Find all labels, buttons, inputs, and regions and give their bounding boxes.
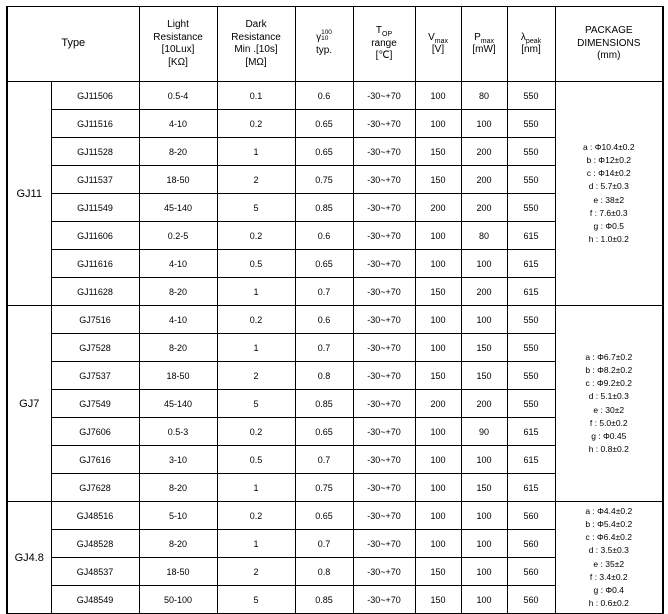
header-gamma-note: typ.	[315, 44, 333, 56]
light-resistance-value: 3-10	[139, 446, 217, 474]
pmax-value: 200	[461, 390, 507, 418]
dimension-g: g : Φ0.5	[593, 220, 624, 231]
lambda-peak-value: 550	[507, 194, 555, 222]
header-lambda-peak	[507, 7, 555, 82]
lambda-peak-value: 550	[507, 166, 555, 194]
vmax-value: 100	[415, 334, 461, 362]
gamma-value: 0.7	[295, 446, 353, 474]
vmax-value: 100	[415, 530, 461, 558]
header-package-line2: DIMENSIONS	[577, 37, 641, 49]
header-lambda-sub: peak	[525, 37, 542, 45]
dimension-a: a : Φ6.7±0.2	[585, 351, 633, 362]
light-resistance-value: 4-10	[139, 306, 217, 334]
header-light-line4: [KΩ]	[168, 56, 188, 68]
light-resistance-value: 0.2-5	[139, 222, 217, 250]
header-gamma-sub: 10	[321, 35, 329, 43]
vmax-value: 150	[415, 278, 461, 306]
dark-resistance-value: 0.2	[217, 502, 295, 530]
lambda-peak-value: 560	[507, 502, 555, 530]
light-resistance-value: 18-50	[139, 558, 217, 586]
vmax-value: 150	[415, 586, 461, 614]
header-gamma-symbol: γ	[316, 32, 322, 44]
header-pmax-sub: max	[480, 37, 494, 45]
dark-resistance-value: 1	[217, 278, 295, 306]
top-range-value: -30~+70	[353, 334, 415, 362]
dimension-h: h : 1.0±0.2	[588, 234, 629, 245]
light-resistance-value: 0.5-3	[139, 418, 217, 446]
top-range-value: -30~+70	[353, 194, 415, 222]
vmax-value: 100	[415, 82, 461, 110]
part-number: GJ7606	[51, 418, 139, 446]
dark-resistance-value: 0.2	[217, 222, 295, 250]
vmax-value: 100	[415, 474, 461, 502]
top-range-value: -30~+70	[353, 446, 415, 474]
part-number: GJ7516	[51, 306, 139, 334]
header-gamma-sup: 100	[321, 28, 332, 36]
header-pmax-line1	[462, 32, 507, 45]
gamma-value: 0.85	[295, 194, 353, 222]
dimension-c: c : Φ14±0.2	[586, 168, 631, 179]
header-vmax	[415, 7, 461, 82]
part-number: GJ11549	[51, 194, 139, 222]
dimension-f: f : 7.6±0.3	[589, 207, 628, 218]
header-dark-line2: Resistance	[231, 31, 281, 43]
part-number: GJ7549	[51, 390, 139, 418]
top-range-value: -30~+70	[353, 166, 415, 194]
lambda-peak-value: 560	[507, 558, 555, 586]
lambda-peak-value: 550	[507, 82, 555, 110]
dimension-f: f : 3.4±0.2	[589, 571, 628, 582]
lambda-peak-value: 560	[507, 586, 555, 614]
pmax-value: 100	[461, 446, 507, 474]
gamma-value: 0.8	[295, 558, 353, 586]
top-range-value: -30~+70	[353, 306, 415, 334]
lambda-peak-value: 560	[507, 530, 555, 558]
light-resistance-value: 5-10	[139, 502, 217, 530]
header-gamma-line1	[296, 28, 353, 45]
header-vmax-unit: [V]	[431, 44, 445, 55]
top-range-value: -30~+70	[353, 530, 415, 558]
part-number: GJ11537	[51, 166, 139, 194]
light-resistance-value: 0.5-4	[139, 82, 217, 110]
header-vmax-sub: max	[434, 37, 448, 45]
gamma-value: 0.65	[295, 502, 353, 530]
header-gamma	[295, 7, 353, 82]
lambda-peak-value: 550	[507, 334, 555, 362]
table-row	[7, 306, 663, 334]
dimension-b: b : Φ5.4±0.2	[585, 518, 633, 529]
dark-resistance-value: 2	[217, 558, 295, 586]
package-dimensions-gj48	[555, 502, 663, 614]
pmax-value: 80	[461, 222, 507, 250]
part-number: GJ48528	[51, 530, 139, 558]
dimension-b: b : Φ8.2±0.2	[585, 364, 633, 375]
lambda-peak-value: 550	[507, 362, 555, 390]
dimension-c: c : Φ6.4±0.2	[585, 532, 632, 543]
gamma-value: 0.75	[295, 474, 353, 502]
dimension-d: d : 5.1±0.3	[588, 391, 629, 402]
dark-resistance-value: 0.2	[217, 110, 295, 138]
part-number: GJ48516	[51, 502, 139, 530]
dark-resistance-value: 1	[217, 138, 295, 166]
dimension-g: g : Φ0.45	[591, 430, 627, 441]
top-range-value: -30~+70	[353, 586, 415, 614]
header-top-range	[353, 7, 415, 82]
pmax-value: 150	[461, 474, 507, 502]
part-number: GJ11616	[51, 250, 139, 278]
light-resistance-value: 8-20	[139, 530, 217, 558]
dark-resistance-value: 1	[217, 530, 295, 558]
dimension-d: d : 5.7±0.3	[588, 181, 629, 192]
light-resistance-value: 8-20	[139, 138, 217, 166]
dark-resistance-value: 0.5	[217, 250, 295, 278]
gamma-value: 0.8	[295, 362, 353, 390]
gamma-value: 0.6	[295, 222, 353, 250]
dimension-e: e : 35±2	[593, 558, 625, 569]
group-label-gj11: GJ11	[7, 82, 51, 306]
header-light-line1: Light	[167, 19, 189, 30]
header-lambda-symbol: λ	[520, 31, 526, 43]
table-row	[7, 502, 663, 530]
pmax-value: 100	[461, 586, 507, 614]
gamma-value: 0.7	[295, 530, 353, 558]
gamma-value: 0.7	[295, 278, 353, 306]
vmax-value: 100	[415, 110, 461, 138]
gamma-value: 0.6	[295, 306, 353, 334]
dimension-f: f : 5.0±0.2	[589, 417, 628, 428]
header-package-dimensions	[555, 7, 663, 82]
dark-resistance-value: 1	[217, 334, 295, 362]
vmax-value: 100	[415, 250, 461, 278]
part-number: GJ11516	[51, 110, 139, 138]
lambda-peak-value: 550	[507, 138, 555, 166]
part-number: GJ7616	[51, 446, 139, 474]
light-resistance-value: 8-20	[139, 474, 217, 502]
pmax-value: 80	[461, 82, 507, 110]
dimension-g: g : Φ0.4	[593, 584, 624, 595]
vmax-value: 200	[415, 390, 461, 418]
pmax-value: 100	[461, 502, 507, 530]
header-package-line3: (mm)	[597, 50, 621, 62]
header-light-resistance	[139, 7, 217, 82]
gamma-value: 0.75	[295, 166, 353, 194]
header-pmax	[461, 7, 507, 82]
light-resistance-value: 8-20	[139, 334, 217, 362]
dimension-c: c : Φ9.2±0.2	[585, 378, 632, 389]
vmax-value: 100	[415, 446, 461, 474]
vmax-value: 150	[415, 138, 461, 166]
part-number: GJ11628	[51, 278, 139, 306]
group-label-gj48: GJ4.8	[7, 502, 51, 614]
dimension-h: h : 0.6±0.2	[588, 598, 629, 609]
light-resistance-value: 45-140	[139, 390, 217, 418]
header-dark-line4: [MΩ]	[245, 56, 267, 68]
header-top-line3: [℃]	[375, 50, 393, 62]
dark-resistance-value: 0.2	[217, 418, 295, 446]
top-range-value: -30~+70	[353, 390, 415, 418]
vmax-value: 150	[415, 362, 461, 390]
table-header-row	[7, 7, 663, 82]
vmax-value: 100	[415, 222, 461, 250]
top-range-value: -30~+70	[353, 250, 415, 278]
dark-resistance-value: 0.5	[217, 446, 295, 474]
package-dimensions-gj7	[555, 306, 663, 502]
header-package-line1: PACKAGE	[584, 25, 633, 37]
header-lambda-line1	[508, 32, 555, 45]
dark-resistance-value: 0.2	[217, 306, 295, 334]
part-number: GJ7628	[51, 474, 139, 502]
gamma-value: 0.6	[295, 82, 353, 110]
header-light-line3: [10Lux]	[161, 44, 195, 55]
dark-resistance-value: 2	[217, 362, 295, 390]
light-resistance-value: 50-100	[139, 586, 217, 614]
pmax-value: 100	[461, 530, 507, 558]
gamma-value: 0.65	[295, 250, 353, 278]
top-range-value: -30~+70	[353, 362, 415, 390]
header-dark-line3: Min .[10s]	[234, 44, 278, 55]
dimension-a: a : Φ4.4±0.2	[585, 505, 633, 516]
light-resistance-value: 8-20	[139, 278, 217, 306]
top-range-value: -30~+70	[353, 502, 415, 530]
pmax-value: 200	[461, 138, 507, 166]
light-resistance-value: 4-10	[139, 250, 217, 278]
dimension-e: e : 30±2	[593, 404, 625, 415]
dimension-b: b : Φ12±0.2	[586, 154, 632, 165]
part-number: GJ48537	[51, 558, 139, 586]
light-resistance-value: 45-140	[139, 194, 217, 222]
lambda-peak-value: 550	[507, 306, 555, 334]
header-gamma-exponents	[321, 30, 332, 43]
lambda-peak-value: 615	[507, 474, 555, 502]
pmax-value: 150	[461, 334, 507, 362]
gamma-value: 0.85	[295, 390, 353, 418]
pmax-value: 100	[461, 250, 507, 278]
top-range-value: -30~+70	[353, 474, 415, 502]
part-number: GJ11606	[51, 222, 139, 250]
lambda-peak-value: 550	[507, 390, 555, 418]
top-range-value: -30~+70	[353, 110, 415, 138]
part-number: GJ48549	[51, 586, 139, 614]
dimension-d: d : 3.5±0.3	[588, 545, 629, 556]
lambda-peak-value: 615	[507, 278, 555, 306]
lambda-peak-value: 615	[507, 418, 555, 446]
dimension-h: h : 0.8±0.2	[588, 444, 629, 455]
vmax-value: 200	[415, 194, 461, 222]
dimension-e: e : 38±2	[593, 194, 625, 205]
specification-table	[6, 6, 664, 614]
dark-resistance-value: 2	[217, 166, 295, 194]
pmax-value: 200	[461, 166, 507, 194]
dark-resistance-value: 0.1	[217, 82, 295, 110]
vmax-value: 150	[415, 166, 461, 194]
header-top-symbol: T	[375, 25, 382, 37]
header-vmax-symbol: V	[428, 31, 435, 43]
lambda-peak-value: 615	[507, 250, 555, 278]
vmax-value: 100	[415, 502, 461, 530]
gamma-value: 0.65	[295, 110, 353, 138]
table-row	[7, 82, 663, 110]
header-lambda-unit: [nm]	[521, 44, 541, 55]
vmax-value: 150	[415, 558, 461, 586]
pmax-value: 90	[461, 418, 507, 446]
dimension-a: a : Φ10.4±0.2	[582, 141, 635, 152]
pmax-value: 100	[461, 558, 507, 586]
top-range-value: -30~+70	[353, 418, 415, 446]
pmax-value: 200	[461, 278, 507, 306]
header-type: Type	[7, 7, 139, 82]
header-pmax-symbol: P	[474, 31, 481, 43]
light-resistance-value: 18-50	[139, 362, 217, 390]
header-top-line1	[354, 25, 415, 38]
header-pmax-unit: [mW]	[472, 44, 496, 55]
vmax-value: 100	[415, 418, 461, 446]
light-resistance-value: 18-50	[139, 166, 217, 194]
gamma-value: 0.7	[295, 334, 353, 362]
part-number: GJ7537	[51, 362, 139, 390]
pmax-value: 150	[461, 362, 507, 390]
part-number: GJ11528	[51, 138, 139, 166]
pmax-value: 100	[461, 110, 507, 138]
header-light-line2: Resistance	[153, 31, 203, 43]
top-range-value: -30~+70	[353, 138, 415, 166]
pmax-value: 100	[461, 306, 507, 334]
gamma-value: 0.65	[295, 138, 353, 166]
header-dark-line1: Dark	[245, 19, 267, 30]
top-range-value: -30~+70	[353, 82, 415, 110]
lambda-peak-value: 615	[507, 222, 555, 250]
dark-resistance-value: 1	[217, 474, 295, 502]
group-label-gj7: GJ7	[7, 306, 51, 502]
lambda-peak-value: 615	[507, 446, 555, 474]
dark-resistance-value: 5	[217, 586, 295, 614]
package-dimensions-gj11	[555, 82, 663, 306]
pmax-value: 200	[461, 194, 507, 222]
top-range-value: -30~+70	[353, 278, 415, 306]
part-number: GJ11506	[51, 82, 139, 110]
header-dark-resistance	[217, 7, 295, 82]
header-top-line2: range	[371, 37, 397, 49]
part-number: GJ7528	[51, 334, 139, 362]
header-vmax-line1	[416, 32, 461, 45]
gamma-value: 0.65	[295, 418, 353, 446]
light-resistance-value: 4-10	[139, 110, 217, 138]
dark-resistance-value: 5	[217, 390, 295, 418]
vmax-value: 100	[415, 306, 461, 334]
dark-resistance-value: 5	[217, 194, 295, 222]
top-range-value: -30~+70	[353, 558, 415, 586]
top-range-value: -30~+70	[353, 222, 415, 250]
lambda-peak-value: 550	[507, 110, 555, 138]
gamma-value: 0.85	[295, 586, 353, 614]
header-top-sub: OP	[382, 31, 393, 39]
